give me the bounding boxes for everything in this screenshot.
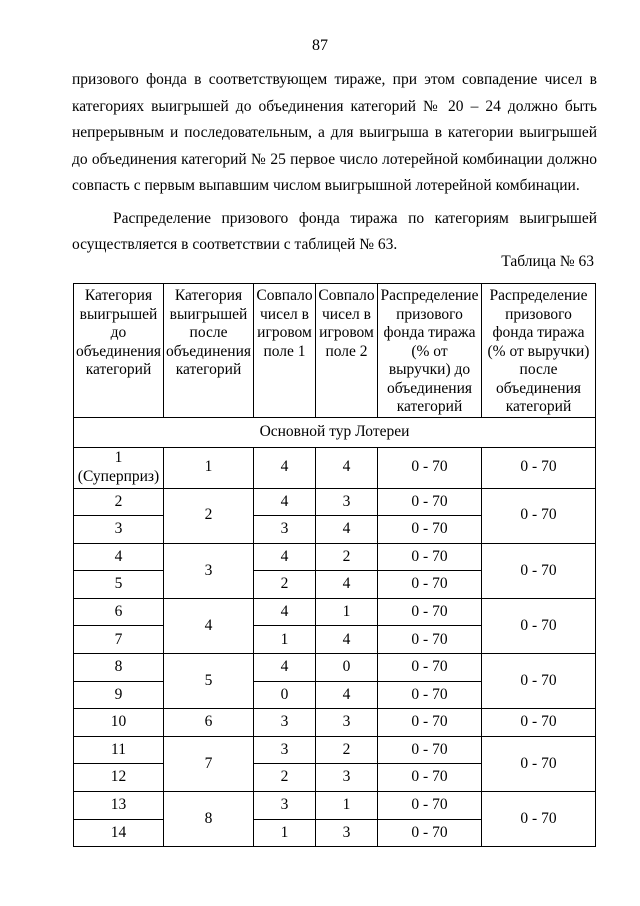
table-body [74, 417, 596, 847]
category-before-cell: 13 [74, 792, 164, 820]
category-before-cell: 7 [74, 626, 164, 654]
field2-matches-cell: 1 [316, 792, 378, 820]
category-before-cell: 3 [74, 516, 164, 544]
paragraph: призового фонда в соответствующем тираже, при этом совпадение чисел в категориях выигрышей до объединения категорий № 20 – 24 должно быть непрерывным и последовательным, а для выигрыша в категории выигрышей до объединения категорий № 25 первое число лотерейной комбинации должно совпасть с первым выпавшим числом выигрышной лотерейной комбинации. [72, 71, 597, 194]
paragraph: Распределение призового фонда тиража по категориям выигрышей осуществляется в соответствии с таблицей № 63. [72, 209, 597, 253]
field1-matches-cell: 4 [254, 598, 316, 626]
header-cell: Распределение призового фонда тиража (% от выручки) до объединения категорий [378, 284, 482, 418]
field2-matches-cell: 4 [316, 681, 378, 709]
section-title: Основной тур Лотереи [74, 417, 596, 447]
field2-matches-cell: 2 [316, 736, 378, 764]
table-row [74, 543, 596, 571]
table-row [74, 447, 596, 488]
field2-matches-cell: 2 [316, 543, 378, 571]
category-before-cell: 11 [74, 736, 164, 764]
distribution-after-cell: 0 - 70 [482, 488, 596, 543]
prize-distribution-table [73, 283, 596, 847]
distribution-after-cell: 0 - 70 [482, 736, 596, 791]
distribution-before-cell: 0 - 70 [378, 488, 482, 516]
table-row [74, 792, 596, 820]
category-after-cell: 4 [164, 598, 254, 653]
table-row [74, 598, 596, 626]
field2-matches-cell: 1 [316, 598, 378, 626]
category-before-cell: 9 [74, 681, 164, 709]
category-before-cell: 4 [74, 543, 164, 571]
header-cell: Распределение призового фонда тиража (% от выручки) после объединения категорий [482, 284, 596, 418]
field1-matches-cell: 4 [254, 543, 316, 571]
distribution-after-cell: 0 - 70 [482, 654, 596, 709]
category-after-cell: 1 [164, 447, 254, 488]
header-cell: Совпало чисел в игровом поле 1 [254, 284, 316, 418]
distribution-before-cell: 0 - 70 [378, 543, 482, 571]
table-row [74, 654, 596, 682]
distribution-before-cell: 0 - 70 [378, 792, 482, 820]
field2-matches-cell: 3 [316, 764, 378, 792]
field2-matches-cell: 4 [316, 571, 378, 599]
category-after-cell: 2 [164, 488, 254, 543]
field1-matches-cell: 0 [254, 681, 316, 709]
distribution-after-cell: 0 - 70 [482, 792, 596, 847]
distribution-before-cell: 0 - 70 [378, 571, 482, 599]
category-after-cell: 3 [164, 543, 254, 598]
distribution-before-cell: 0 - 70 [378, 736, 482, 764]
category-before-cell: 8 [74, 654, 164, 682]
field1-matches-cell: 3 [254, 709, 316, 737]
header-cell: Категория выигрышей до объединения категорий [74, 284, 164, 418]
distribution-before-cell: 0 - 70 [378, 764, 482, 792]
distribution-after-cell: 0 - 70 [482, 598, 596, 653]
category-before-cell: 12 [74, 764, 164, 792]
field2-matches-cell: 3 [316, 819, 378, 847]
field2-matches-cell: 3 [316, 488, 378, 516]
header-cell: Категория выигрышей после объединения категорий [164, 284, 254, 418]
category-before-cell: 2 [74, 488, 164, 516]
category-before-cell: 1 (Суперприз) [74, 447, 164, 488]
field1-matches-cell: 2 [254, 764, 316, 792]
section-row [74, 417, 596, 447]
table-header-row [74, 284, 596, 418]
field2-matches-cell: 4 [316, 626, 378, 654]
field2-matches-cell: 3 [316, 709, 378, 737]
distribution-after-cell: 0 - 70 [482, 543, 596, 598]
category-before-cell: 6 [74, 598, 164, 626]
field2-matches-cell: 0 [316, 654, 378, 682]
table-row [74, 709, 596, 737]
category-after-cell: 5 [164, 654, 254, 709]
table-row [74, 488, 596, 516]
category-before-cell: 14 [74, 819, 164, 847]
body-text [72, 67, 597, 259]
category-after-cell: 6 [164, 709, 254, 737]
distribution-before-cell: 0 - 70 [378, 654, 482, 682]
field2-matches-cell: 4 [316, 516, 378, 544]
category-before-cell: 10 [74, 709, 164, 737]
field1-matches-cell: 4 [254, 488, 316, 516]
field2-matches-cell: 4 [316, 447, 378, 488]
distribution-before-cell: 0 - 70 [378, 626, 482, 654]
field1-matches-cell: 2 [254, 571, 316, 599]
field1-matches-cell: 1 [254, 819, 316, 847]
distribution-before-cell: 0 - 70 [378, 819, 482, 847]
category-after-cell: 8 [164, 792, 254, 847]
distribution-before-cell: 0 - 70 [378, 681, 482, 709]
page-number: 87 [312, 37, 328, 54]
table-row [74, 736, 596, 764]
field1-matches-cell: 3 [254, 792, 316, 820]
header-cell: Совпало чисел в игровом поле 2 [316, 284, 378, 418]
distribution-before-cell: 0 - 70 [378, 709, 482, 737]
distribution-before-cell: 0 - 70 [378, 598, 482, 626]
distribution-after-cell: 0 - 70 [482, 447, 596, 488]
field1-matches-cell: 3 [254, 516, 316, 544]
table-caption: Таблица № 63 [501, 253, 594, 270]
distribution-before-cell: 0 - 70 [378, 447, 482, 488]
field1-matches-cell: 3 [254, 736, 316, 764]
distribution-before-cell: 0 - 70 [378, 516, 482, 544]
category-after-cell: 7 [164, 736, 254, 791]
field1-matches-cell: 4 [254, 654, 316, 682]
field1-matches-cell: 4 [254, 447, 316, 488]
distribution-after-cell: 0 - 70 [482, 709, 596, 737]
category-before-cell: 5 [74, 571, 164, 599]
field1-matches-cell: 1 [254, 626, 316, 654]
